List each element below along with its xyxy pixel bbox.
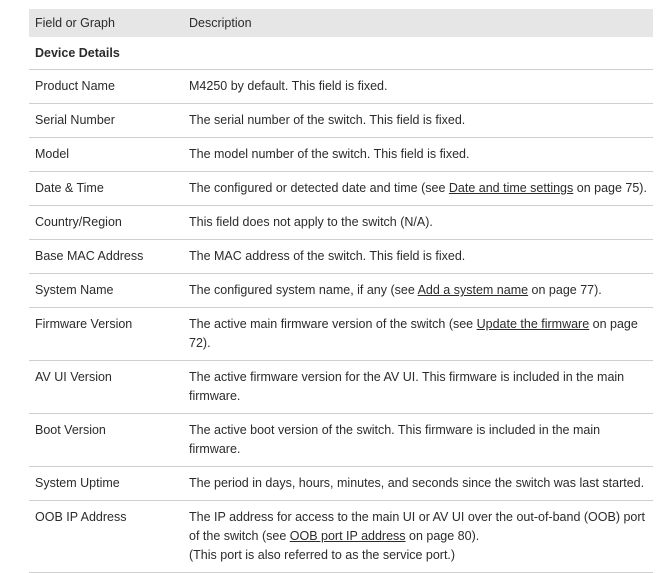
table-row [29, 206, 653, 240]
field-name: System Name [35, 283, 114, 297]
field-description: The MAC address of the switch. This field is fixed. [189, 249, 466, 263]
field-name: Serial Number [35, 113, 115, 127]
field-description: The active boot version of the switch. This firmware is included in the main firmware. [189, 423, 601, 456]
desc-text: on page 75). [573, 181, 647, 195]
desc-text: on page 72). [189, 317, 638, 350]
table-row [29, 104, 653, 138]
field-name: Date & Time [35, 181, 104, 195]
desc-text: The IP address for access to the main UI or AV UI over the out-of-band (OOB) port of the switch (see [189, 510, 645, 543]
field-name: Base MAC Address [35, 249, 144, 263]
oob-port-ip-link[interactable]: OOB port IP address [289, 529, 406, 543]
desc-text: on page 80). [405, 529, 480, 543]
section-row [29, 37, 653, 70]
add-system-name-link[interactable]: Add a system name [417, 283, 529, 297]
field-name: Firmware Version [35, 317, 133, 331]
device-details-table [29, 9, 653, 573]
table-row [29, 361, 653, 414]
field-description: The period in days, hours, minutes, and seconds since the switch was last started. [189, 476, 645, 490]
field-name: Product Name [35, 79, 115, 93]
field-description: The model number of the switch. This field is fixed. [189, 147, 470, 161]
desc-text: The active main firmware version of the switch (see [189, 317, 477, 331]
table-row [29, 70, 653, 104]
field-description: The active firmware version for the AV UI. This firmware is included in the main firmware. [189, 370, 625, 403]
table-row [29, 414, 653, 467]
field-name: Country/Region [35, 215, 122, 229]
header-field: Field or Graph [35, 16, 115, 30]
field-name: System Uptime [35, 476, 120, 490]
table-row [29, 308, 653, 361]
table-row [29, 240, 653, 274]
section-title: Device Details [35, 46, 120, 60]
field-name: Boot Version [35, 423, 106, 437]
field-name: AV UI Version [35, 370, 112, 384]
field-name: Model [35, 147, 70, 161]
desc-note: (This port is also referred to as the service port.) [189, 548, 456, 562]
table-row [29, 138, 653, 172]
table-row [29, 467, 653, 501]
table-header [29, 9, 653, 37]
update-firmware-link[interactable]: Update the firmware [476, 317, 590, 331]
header-description: Description [189, 15, 252, 30]
field-description [189, 281, 653, 300]
field-description: The serial number of the switch. This field is fixed. [189, 113, 466, 127]
desc-text: The configured system name, if any (see [189, 283, 418, 297]
field-name: OOB IP Address [35, 510, 127, 524]
field-description [189, 315, 653, 353]
field-description [189, 508, 653, 565]
desc-text: The configured or detected date and time (see [189, 181, 449, 195]
table-row [29, 501, 653, 573]
date-time-settings-link[interactable]: Date and time settings [448, 181, 574, 195]
field-description: M4250 by default. This field is fixed. [189, 79, 388, 93]
table-row [29, 274, 653, 308]
field-description: This field does not apply to the switch (N/A). [189, 215, 433, 229]
field-description [189, 179, 653, 198]
desc-text: on page 77). [528, 283, 602, 297]
table-row [29, 172, 653, 206]
